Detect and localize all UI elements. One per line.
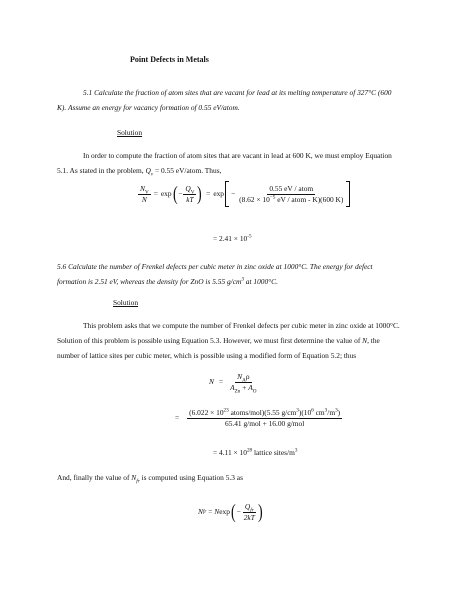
solution-5-6-line-3: number of lattice sites per cubic meter, which is possible using a modified form of Equation 5.2; thus <box>57 351 357 360</box>
solution-5-6-line-1: This problem asks that we compute the number of Frenkel defects per cubic meter in zinc oxide at 1000°C. <box>83 321 400 330</box>
problem-5-1-line-1: 5.1 Calculate the fraction of atom sites that are vacant for lead at its melting temperature of 327°C (600 <box>83 88 392 97</box>
qfr-over-2kt-fraction: $\frac{Q_{fr}}{2kT}$ <box>243 502 255 522</box>
result-lattice-sites: = $4.11 \times 10^{28}$ lattice sites/$m^3$ <box>213 447 298 457</box>
solution-5-1-line-1: In order to compute the fraction of atom sites that are vacant in lead at 600 K, we must employ Equation <box>83 151 392 160</box>
lattice-sites-fraction: $\frac{N_A\rho}{A_{Zn} + A_O}$ <box>230 372 257 394</box>
qv-over-kt-fraction: $\frac{Q_V}{kT}$ <box>185 184 195 204</box>
energy-fraction: $\frac{\text{0.55 eV / atom}}{(8.62 \times 10^{-5} eV / atom - K)(600 K)}$ <box>239 184 344 204</box>
equation-lattice-sites: N = $\frac{N_A\rho}{A_{Zn} + A_O}$ <box>209 372 257 394</box>
solution-label-1: Solution <box>117 128 143 137</box>
final-statement: And, finally the value of $N_{fr}$ is computed using Equation 5.3 as <box>57 473 243 485</box>
equation-lattice-sites-numeric: = $\frac{(6.022 \times 10^{23} atoms/mol)(5.55 g/cm^3)(10^6 cm^3/m^3)}{\text{65.41 g/mol + 16.00 g/mol}}$ <box>175 407 341 428</box>
result-vacancy-fraction: = $2.41 \times 10^{-5}$ <box>213 233 252 243</box>
problem-5-1-line-2: K). Assume an energy for vacancy formation of 0.55 eV/atom. <box>57 103 240 112</box>
equation-vacancy-fraction: $\frac{N_V}{N}$ = exp ( − $\frac{Q_V}{kT}$ ) = exp − $\frac{\text{0.55 eV / atom}}{(8.62 \times 10^{-5} eV / atom - K)(600 K)}$ <box>138 177 350 211</box>
solution-5-1-line-2: 5.1. As stated in the problem, $Q_v = 0.55$ eV/atom. Thus, <box>57 166 222 178</box>
section-heading: Point Defects in Metals <box>130 55 209 64</box>
numeric-fraction: $\frac{(6.022 \times 10^{23} atoms/mol)(5.55 g/cm^3)(10^6 cm^3/m^3)}{\text{65.41 g/mol + 16.00 g/mol}}$ <box>189 407 341 428</box>
equation-frenkel-defects: N fr = N exp ( − $\frac{Q_{fr}}{2kT}$ ) <box>198 501 263 523</box>
solution-5-6-line-2: Solution of this problem is possible using Equation 5.3. However, we must first determine the value of N, the <box>57 336 380 345</box>
problem-5-6-line-1: 5.6 Calculate the number of Frenkel defects per cubic meter in zinc oxide at 1000°C. The energy for defect <box>57 262 373 271</box>
problem-5-6-line-2: formation is 2.51 eV, whereas the density for ZnO is 5.55 $g/cm^3$ at 1000°C. <box>57 276 278 286</box>
solution-label-2: Solution <box>113 298 139 307</box>
nv-over-n-fraction: $\frac{N_V}{N}$ <box>140 184 149 204</box>
